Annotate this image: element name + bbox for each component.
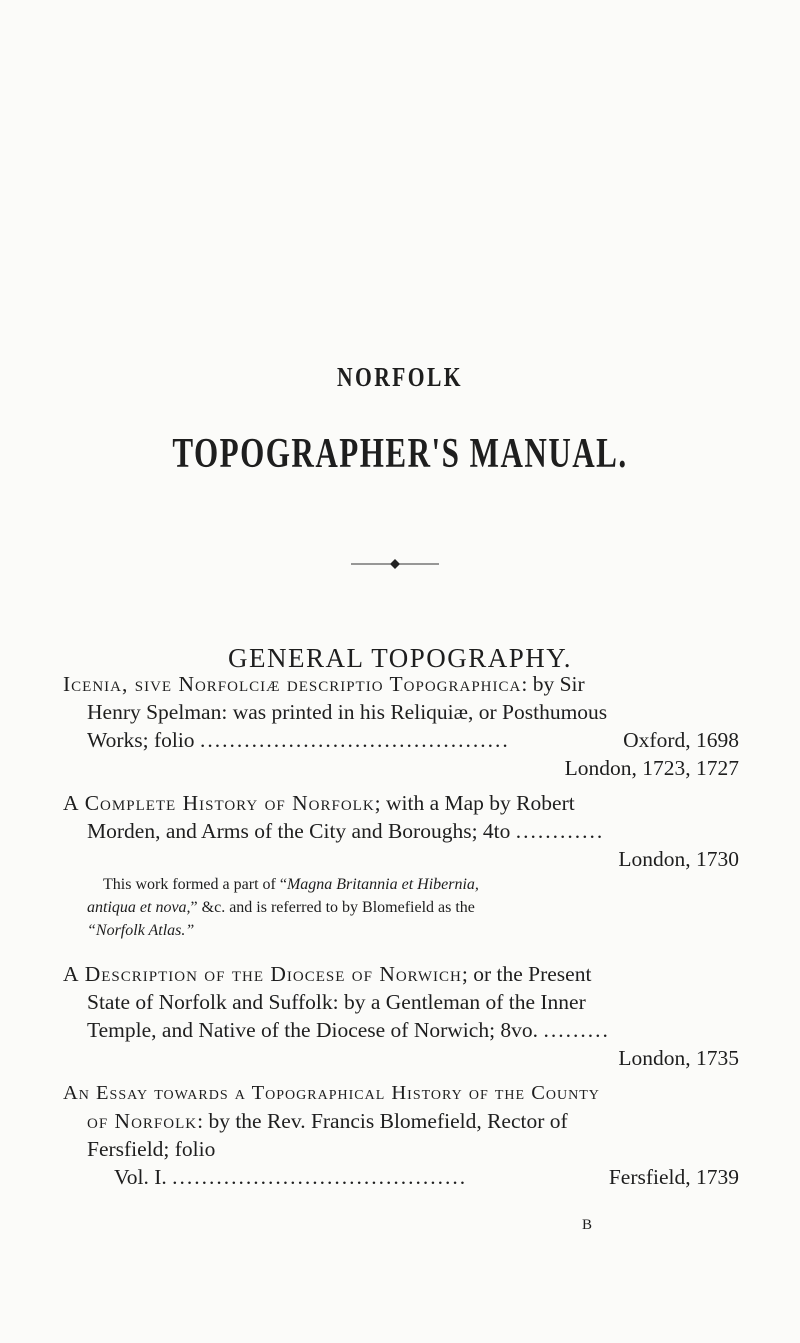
section-heading: GENERAL TOPOGRAPHY. [227, 643, 573, 673]
entry-line: Fersfield; folio [87, 1137, 216, 1161]
signature-mark: B [582, 1217, 593, 1233]
entry-line: Works; folio .......................................... [87, 728, 510, 752]
entry-first-line: A Complete History of Norfolk; with a Map by Robert [63, 791, 575, 815]
entry-title: An Essay towards a Topographical History of the County [63, 1082, 600, 1104]
entry-note: This work formed a part of “Magna Britannia et Hibernia, [103, 876, 479, 893]
title-line-manual: TOPOGRAPHER'S MANUAL. [172, 431, 628, 477]
entry-first-line [63, 1080, 600, 1106]
entry-imprint: London, 1735 [618, 1046, 739, 1070]
entry-imprint: Fersfield, 1739 [608, 1165, 739, 1189]
entry-imprint: Oxford, 1698 [623, 728, 739, 752]
entry-line: Henry Spelman: was printed in his Reliquiæ, or Posthumous [87, 700, 608, 724]
entry-line: State of Norfolk and Suffolk: by a Gentleman of the Inner [87, 990, 586, 1014]
entry-first-line: A Description of the Diocese of Norwich; or the Present [63, 962, 592, 986]
entry-line: Morden, and Arms of the City and Boroughs; 4to ............ [87, 819, 605, 843]
entry-imprint: London, 1723, 1727 [564, 756, 739, 780]
title-line-norfolk: NORFOLK [336, 362, 463, 392]
entry-line: Temple, and Native of the Diocese of Norwich; 8vo. ......... [87, 1018, 610, 1042]
entry-line: of Norfolk: by the Rev. Francis Blomefield, Rector of [87, 1109, 568, 1133]
entry-note: antiqua et nova,” &c. and is referred to by Blomefield as the [87, 899, 475, 916]
ornament-divider-icon [345, 557, 445, 571]
entry-line: Vol. I. ........................................ [114, 1165, 468, 1189]
entry-first-line: Icenia, sive Norfolciæ descriptio Topographica: by Sir [63, 672, 585, 696]
entry-title: A Complete History of Norfolk [63, 791, 375, 815]
entry-title: A Description of the Diocese of Norwich [63, 962, 462, 986]
entry-note: “Norfolk Atlas.” [87, 922, 195, 939]
entry-title: Icenia, sive Norfolciæ descriptio Topographica [63, 672, 522, 696]
entry-imprint: London, 1730 [618, 847, 739, 871]
